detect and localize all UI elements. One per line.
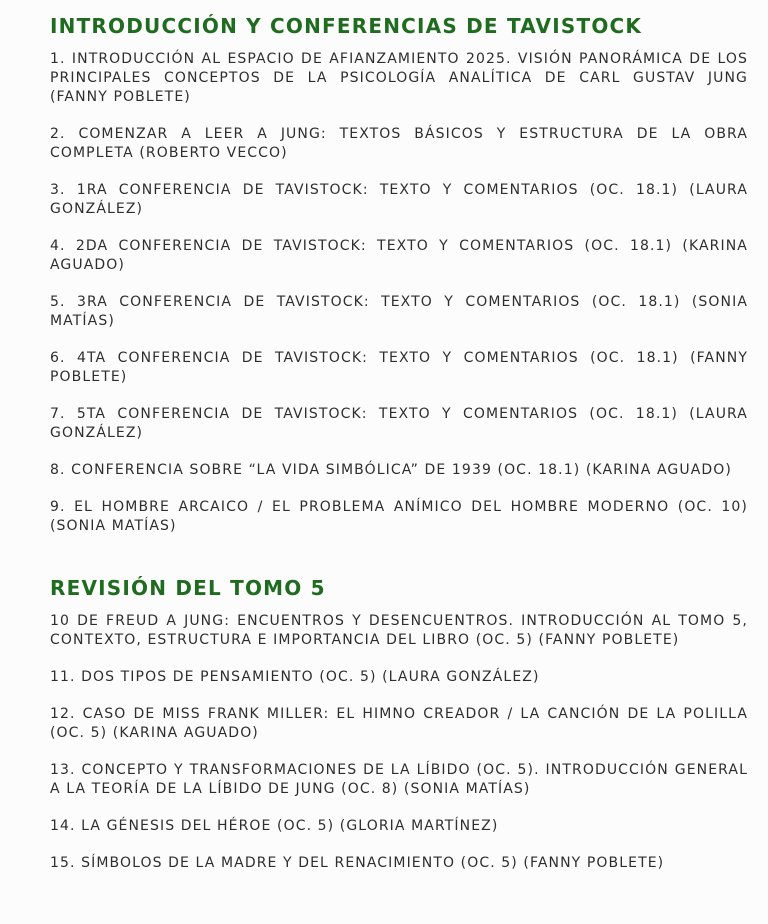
list-item: 14. LA GÉNESIS DEL HÉROE (OC. 5) (GLORIA MARTÍNEZ) [50, 818, 499, 834]
list-item: 6. 4TA CONFERENCIA DE TAVISTOCK: TEXTO Y COMENTARIOS (OC. 18.1) (FANNY POBLETE) [50, 350, 748, 385]
list-item: 10 DE FREUD A JUNG: ENCUENTROS Y DESENCUENTROS. INTRODUCCIÓN AL TOMO 5, CONTEXTO, ESTRUCTURA E IMPORTANCIA DEL LIBRO (OC. 5) (FANNY POBLETE) [50, 613, 748, 648]
list-item: 13. CONCEPTO Y TRANSFORMACIONES DE LA LÍBIDO (OC. 5). INTRODUCCIÓN GENERAL A LA TEORÍA DE LA LÍBIDO DE JUNG (OC. 8) (SONIA MATÍAS) [50, 762, 748, 797]
list-tavistock [50, 50, 748, 536]
list-item: 1. INTRODUCCIÓN AL ESPACIO DE AFIANZAMIENTO 2025. VISIÓN PANORÁMICA DE LOS PRINCIPALES CONCEPTOS DE LA PSICOLOGÍA ANALÍTICA DE CARL GUSTAV JUNG (FANNY POBLETE) [50, 51, 748, 105]
list-item: 11. DOS TIPOS DE PENSAMIENTO (OC. 5) (LAURA GONZÁLEZ) [50, 669, 540, 685]
list-tomo-5 [50, 612, 748, 873]
section-title-tavistock: INTRODUCCIÓN Y CONFERENCIAS DE TAVISTOCK [50, 14, 643, 38]
document-page [50, 12, 748, 873]
list-item: 8. CONFERENCIA SOBRE “LA VIDA SIMBÓLICA” DE 1939 (OC. 18.1) (KARINA AGUADO) [50, 462, 732, 478]
list-item: 4. 2DA CONFERENCIA DE TAVISTOCK: TEXTO Y COMENTARIOS (OC. 18.1) (KARINA AGUADO) [50, 238, 748, 273]
list-item: 3. 1RA CONFERENCIA DE TAVISTOCK: TEXTO Y COMENTARIOS (OC. 18.1) (LAURA GONZÁLEZ) [50, 182, 748, 217]
list-item: 5. 3RA CONFERENCIA DE TAVISTOCK: TEXTO Y COMENTARIOS (OC. 18.1) (SONIA MATÍAS) [50, 294, 748, 329]
list-item: 12. CASO DE MISS FRANK MILLER: EL HIMNO CREADOR / LA CANCIÓN DE LA POLILLA (OC. 5) (KARINA AGUADO) [50, 706, 748, 741]
section-title-tomo-5: REVISIÓN DEL TOMO 5 [50, 576, 326, 600]
list-item: 9. EL HOMBRE ARCAICO / EL PROBLEMA ANÍMICO DEL HOMBRE MODERNO (OC. 10) (SONIA MATÍAS) [50, 499, 748, 534]
list-item: 15. SÍMBOLOS DE LA MADRE Y DEL RENACIMIENTO (OC. 5) (FANNY POBLETE) [50, 855, 665, 871]
list-item: 7. 5TA CONFERENCIA DE TAVISTOCK: TEXTO Y COMENTARIOS (OC. 18.1) (LAURA GONZÁLEZ) [50, 406, 748, 441]
list-item: 2. COMENZAR A LEER A JUNG: TEXTOS BÁSICOS Y ESTRUCTURA DE LA OBRA COMPLETA (ROBERTO VECCO) [50, 126, 748, 161]
